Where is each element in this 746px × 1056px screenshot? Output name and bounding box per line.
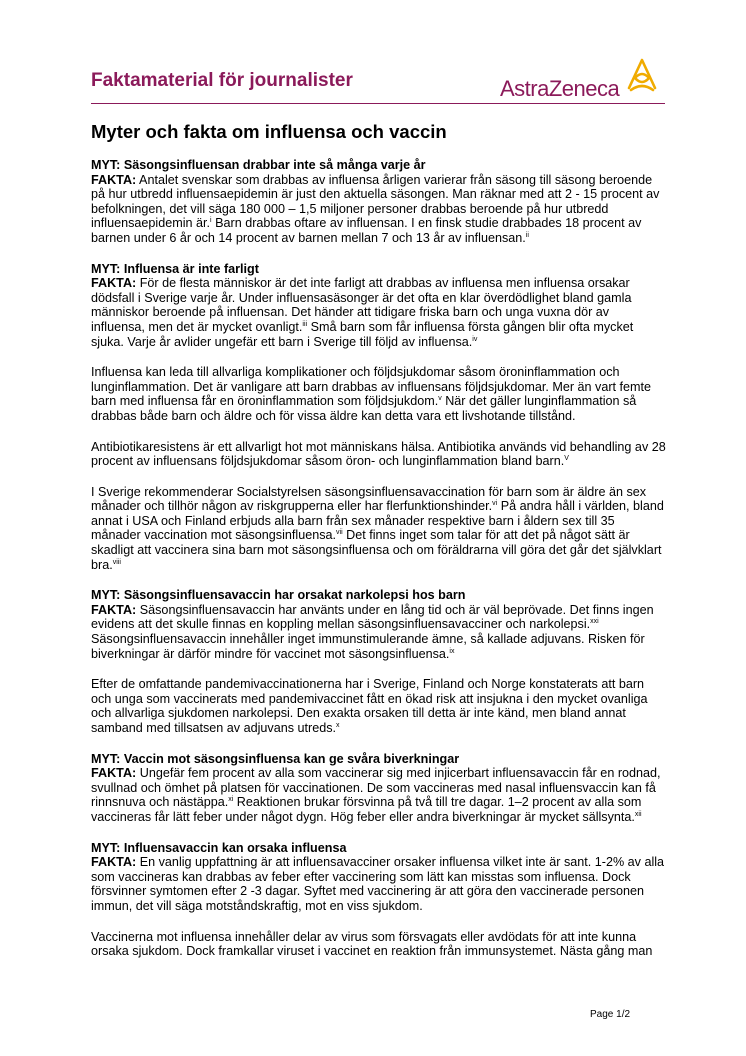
body-text: Influensa kan leda till allvarliga komplikationer och följdsjukdomar såsom öroninflammation och lunginflammation. Det är vanligare att barn drabbas av influensans följdsjukdomar. Mer än vart femte barn med influensa får en öroninflammation som följdsjukdom. xyxy=(91,365,652,409)
footnote-reference: iv xyxy=(472,335,478,343)
body-text: En vanlig uppfattning är att influensavacciner orsaker influensa vilket inte är sant. 1-2% av alla som vaccineras kan drabbas av feber efter vaccinering som lätt kan misstas som influensa. Dock försvinner symtomen efter 2 -3 dagar. Syftet med vaccinering är att göra den vaccinerade personen immun, det vill säga motståndskraftig, mot en viss sjukdom. xyxy=(91,855,665,913)
footnote-reference: vi xyxy=(492,500,498,508)
fakta-label: FAKTA: xyxy=(91,766,137,781)
body-paragraph xyxy=(91,262,666,350)
body-text: Reaktionen brukar försvinna på två till tre dagar. 1–2 procent av alla som vaccineras får lätt feber under något dygn. Hög feber eller andra biverkningar är mycket sällsynta. xyxy=(91,795,642,824)
footnote-reference: viii xyxy=(112,558,121,566)
body-text: Antalet svenskar som drabbas av influensa årligen varierar från säsong till säsong beroende på hur utbredd influensaepidemin är just den aktuella säsongen. Man räknar med att 2 - 15 procent av befolkningen, det vill säga 180 000 – 1,5 miljoner personer drabbas beroende på hur utbredd influensaepidemin är. xyxy=(91,172,660,231)
body-text: Säsongsinfluensavaccin innehåller inget immunstimulerande ämne, så kallade adjuvans. Risken för biverkningar är därför mindre för vaccinet mot säsongsinfluensa. xyxy=(91,632,645,661)
body-paragraph xyxy=(91,158,666,246)
body-paragraph xyxy=(91,588,666,661)
footnote-reference: x xyxy=(336,722,340,729)
body-text: Det finns inget som talar för att det på något sätt är skadligt att vaccinera sina barn mot säsongsinfluensa och om föräldrarna vill göra det går det självklart bra. xyxy=(91,528,662,572)
body-text: Efter de omfattande pandemivaccinationerna har i Sverige, Finland och Norge konstaterats att barn och unga som vaccinerats med pandemivaccinet fått en ökad risk att insjukna i den mycket ovanliga och allvarliga sjukdomen narkolepsi. Den exakta orsaken till detta är inte känd, men bland annat samband med tillsatsen av adjuvans utreds. xyxy=(91,677,648,735)
body-paragraph xyxy=(91,752,666,825)
footnote-reference: xii xyxy=(634,810,642,818)
body-paragraph xyxy=(91,440,666,469)
page-number: Page 1/2 xyxy=(590,1009,631,1020)
company-logo xyxy=(500,56,660,100)
body-text: Små barn som får influensa första gången blir ofta mycket sjuka. Varje år avlider ungefär ett barn i Sverige till följd av influensa. xyxy=(91,319,634,349)
footnote-reference: V xyxy=(564,455,569,463)
body-paragraph xyxy=(91,841,666,914)
body-text: När det gäller lunginflammation så drabbas både barn och äldre och för vissa äldre kan detta vara ett livshotande tillstånd. xyxy=(91,394,637,423)
body-text: På andra håll i världen, bland annat i USA och Finland erbjuds alla barn från sex månader respektive barn i åldern sex till 35 månader vaccination mot säsongsinfluensa. xyxy=(91,499,664,543)
footnote-reference: xi xyxy=(228,796,234,804)
myth-heading: MYT: Influensa är inte farligt xyxy=(91,261,259,276)
footnote-reference: xxi xyxy=(590,618,599,626)
myth-heading: MYT: Vaccin mot säsongsinfluensa kan ge svåra biverkningar xyxy=(91,751,460,766)
body-paragraph xyxy=(91,485,666,573)
footnote-reference: ix xyxy=(449,647,455,655)
myth-heading: MYT: Säsongsinfluensavaccin har orsakat narkolepsi hos barn xyxy=(91,588,466,603)
body-paragraph xyxy=(91,677,666,735)
body-text: I Sverige rekommenderar Socialstyrelsen säsongsinfluensavaccination för barn som är äldre än sex månader och tillhör någon av riskgrupperna eller har flerfunktionshinder. xyxy=(91,484,647,514)
body-paragraph xyxy=(91,365,666,423)
document-title: Myter och fakta om influensa och vaccin xyxy=(91,121,447,142)
document-body xyxy=(91,158,666,975)
fakta-label: FAKTA: xyxy=(91,276,137,291)
myth-heading: MYT: Influensavaccin kan orsaka influensa xyxy=(91,840,347,855)
fakta-label: FAKTA: xyxy=(91,855,137,870)
header-title: Faktamaterial för journalister xyxy=(91,70,353,91)
fakta-label: FAKTA: xyxy=(91,172,137,187)
body-text: Barn drabbas oftare av influensan. I en finsk studie drabbades 18 procent av barnen under 6 år och 14 procent av barnen mellan 7 och 13 år av influensan. xyxy=(91,216,642,245)
footnote-reference: i xyxy=(210,217,212,225)
body-text: Vaccinerna mot influensa innehåller delar av virus som försvagats eller avdödats för att inte kunna orsaka sjukdom. Dock framkallar viruset i vaccinet en reaktion från immunsystemet. Nästa gång man xyxy=(91,929,653,959)
body-text: För de flesta människor är det inte farligt att drabbas av influensa men influensa orsakar dödsfall i Sverige varje år. Under influensasäsonger är det ofta en klar överdödlighet bland gamla människor beroende på influensan. Det händer att tidigare friska barn och unga vuxna dör av influensa, men det är mycket ovanligt. xyxy=(91,276,632,334)
footnote-reference: vii xyxy=(336,529,343,537)
fakta-label: FAKTA: xyxy=(91,602,137,617)
footnote-reference: iii xyxy=(302,320,308,328)
myth-heading: MYT: Säsongsinfluensan drabbar inte så många varje år xyxy=(91,158,426,172)
footnote-reference: v xyxy=(438,395,442,403)
body-text: Ungefär fem procent av alla som vaccinerar sig med injicerbart influensavaccin får en rodnad, svullnad och ömhet på platsen för vaccinationen. De som vaccineras med nasal influensvaccin kan få rinnsnuva och nästäppa. xyxy=(91,766,661,810)
logo-text: AstraZeneca xyxy=(500,76,620,101)
body-paragraph xyxy=(91,930,666,959)
header-divider xyxy=(91,103,665,104)
body-text: Antibiotikaresistens är ett allvarligt hot mot människans hälsa. Antibiotika används vid behandling av 28 procent av influensans följdsjukdomar såsom öron- och lunginflammation bland barn. xyxy=(91,439,666,469)
body-text: Säsongsinfluensavaccin har använts under en lång tid och är väl beprövade. Det finns ingen evidens att det skulle finnas en koppling mellan säsongsinfluensavacciner och narkolepsi. xyxy=(91,602,654,632)
footnote-reference: ii xyxy=(525,231,529,239)
astrazeneca-logo-icon xyxy=(625,56,659,94)
